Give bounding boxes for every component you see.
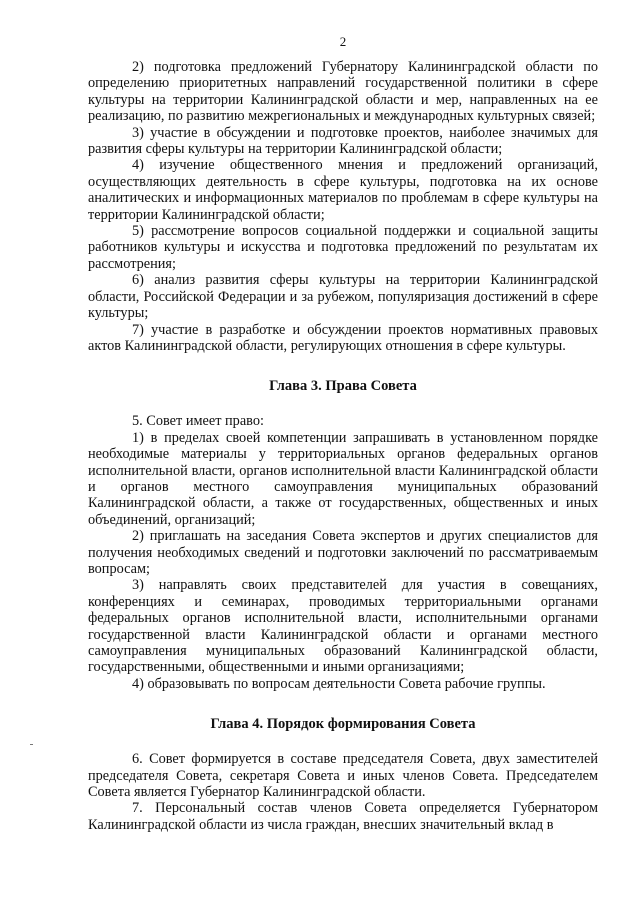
- chapter-4-body: [88, 751, 598, 833]
- chapter-4-heading: Глава 4. Порядок формирования Совета: [210, 716, 476, 733]
- paragraph: 6. Совет формируется в составе председателя Совета, двух заместителей председателя Совета, секретаря Совета и иных членов Совета. Председателем Совета является Губернатор Калининградской области.: [88, 751, 598, 801]
- list-item: 3) направлять своих представителей для участия в совещаниях, конференциях и семинарах, проводимых территориальными органами федеральных органов исполнительной власти, исполнительными органами государственной власти Калининградской области и органами местного самоуправления муниципальных образований Калининградской области, государственными, общественными и иными организациями;: [88, 577, 598, 676]
- list-item: 1) в пределах своей компетенции запрашивать в установленном порядке необходимые материалы у территориальных органов федеральных органов исполнительной власти, органов исполнительной власти Калининградской области и органов местного самоуправления муниципальных образований Калининградской области, а также от государственных, общественных и иных объединений, организаций;: [88, 429, 598, 528]
- list-item: 2) приглашать на заседания Совета экспертов и других специалистов для получения необходимых сведений и подготовки заключений по рассматриваемым вопросам;: [88, 528, 598, 577]
- list-item: 4) изучение общественного мнения и предложений организаций, осуществляющих деятельность в сфере культуры, подготовка на их основе аналитических и информационных материалов по проблемам в сфере культуры на территории Калининградской области;: [88, 157, 598, 223]
- list-item: 6) анализ развития сферы культуры на территории Калининградской области, Российской Федерации и за рубежом, популяризация достижений в сфере культуры;: [88, 272, 598, 322]
- list-item: 5) рассмотрение вопросов социальной поддержки и социальной защиты работников культуры и искусства и подготовка предложений по результатам их рассмотрения;: [88, 223, 598, 272]
- paragraph: 7. Персональный состав членов Совета определяется Губернатором Калининградской области из числа граждан, внесших значительный вклад в: [88, 800, 598, 833]
- list-competence: [88, 59, 598, 354]
- list-item: 3) участие в обсуждении и подготовке проектов, наиболее значимых для развития сферы культуры на территории Калининградской области;: [88, 124, 598, 158]
- list-item: 4) образовывать по вопросам деятельности Совета рабочие группы.: [132, 675, 546, 692]
- paragraph-intro: 5. Совет имеет право:: [132, 413, 264, 430]
- chapter-3-heading: Глава 3. Права Совета: [269, 378, 417, 395]
- list-item: 2) подготовка предложений Губернатору Калининградской области по определению приоритетных направлений государственной политики в сфере культуры на территории Калининградской области и мер, направленных на ее реализацию, по развитию межрегиональных и международных культурных связей;: [88, 59, 598, 125]
- page-number: 2: [339, 34, 347, 49]
- margin-mark: [30, 744, 33, 745]
- list-item: 7) участие в разработке и обсуждении проектов нормативных правовых актов Калининградской области, регулирующих отношения в сфере культуры.: [88, 321, 598, 354]
- chapter-3-body: [88, 413, 598, 692]
